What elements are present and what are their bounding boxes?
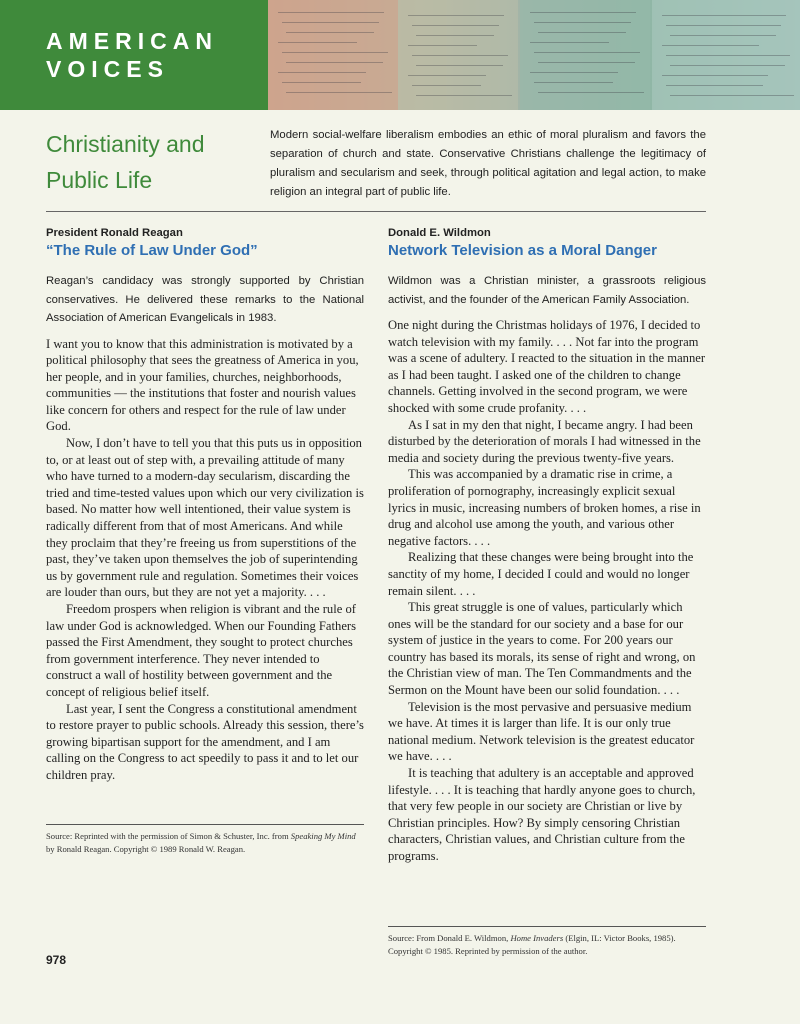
- collage-document-check: [652, 0, 800, 110]
- collage-text-line: [416, 65, 503, 66]
- collage-text-line: [530, 72, 618, 73]
- left-paragraph: Now, I don’t have to tell you that this puts us in opposition to, or at least out of step with, a prevailing attitude of many who have turned to a modern-day secularism, discarding the tried and time-tested values upon which our very civilization is based. No matter how well intentioned, their value system is radically different from that of most Americans. And while they proclaim that they’re freeing us from superstitions of the past, they’ve taken upon themselves the job of superintending us by government rule and regulation. Sometimes their voices are louder than ours, but they are not yet a majority. . . .: [46, 436, 364, 600]
- page-number: 978: [46, 953, 67, 967]
- banner-line-2: VOICES: [46, 56, 169, 82]
- collage-text-line: [412, 85, 481, 86]
- right-article-title: Network Television as a Moral Danger: [388, 242, 657, 259]
- collage-text-line: [666, 85, 763, 86]
- left-article-title: “The Rule of Law Under God”: [46, 242, 258, 259]
- collage-text-line: [538, 32, 626, 33]
- left-source-note: [46, 824, 364, 856]
- left-source-suffix: by Ronald Reagan. Copyright © 1989 Ronald W. Reagan.: [46, 844, 246, 854]
- right-headnote: Wildmon was a Christian minister, a grassroots religious activist, and the founder of the American Family Association.: [388, 275, 706, 306]
- feature-intro-text: Modern social-welfare liberalism embodies an ethic of moral pluralism and favors the separation of church and state. Conservative Christians challenge the legitimacy of pluralism and secularism and seek, through political agitation and legal action, to make religion an integral part of public life.: [270, 129, 706, 198]
- collage-text-line: [416, 35, 494, 36]
- collage-text-line: [278, 42, 357, 43]
- collage-text-line: [282, 22, 379, 23]
- left-body: [46, 336, 364, 784]
- left-author: President Ronald Reagan: [46, 227, 183, 239]
- collage-text-line: [538, 92, 644, 93]
- right-source-prefix: Source: From Donald E. Wildmon,: [388, 933, 511, 943]
- collage-text-line: [286, 92, 392, 93]
- feature-title: [46, 126, 256, 198]
- right-source-book: Home Invaders: [510, 933, 564, 943]
- collage-text-line: [278, 72, 366, 73]
- collage-text-line: [538, 62, 635, 63]
- left-headnote: Reagan’s candidacy was strongly supported by Christian conservatives. He delivered these remarks to the National Association of American Evangelicals in 1983.: [46, 275, 364, 324]
- right-paragraph: As I sat in my den that night, I became angry. I had been disturbed by the deterioration of morals I had witnessed in the media and society during the previous twenty-five years.: [388, 417, 701, 465]
- collage-text-line: [530, 42, 609, 43]
- chapter-banner: [0, 0, 800, 110]
- collage-text-line: [662, 45, 759, 46]
- collage-text-line: [534, 82, 613, 83]
- right-author: Donald E. Wildmon: [388, 227, 491, 239]
- left-paragraph: Last year, I sent the Congress a constitutional amendment to restore prayer to public schools. Already this session, there’s growing bipartisan support for the amendment, and I am calling on the Congress to act speedily to pass it and to let our children pray.: [46, 701, 364, 782]
- collage-text-line: [412, 25, 499, 26]
- collage-text-line: [662, 75, 768, 76]
- banner-label: [0, 0, 268, 110]
- collage-text-line: [408, 45, 477, 46]
- collage-document-ledger: [398, 0, 518, 110]
- collage-text-line: [670, 35, 776, 36]
- collage-text-line: [670, 95, 794, 96]
- left-column: [46, 226, 364, 784]
- section-divider: [46, 211, 706, 212]
- right-paragraph: It is teaching that adultery is an acceptable and approved lifestyle. . . . It is teaching that hardly anyone goes to church, that very few people in our society are Christian or live by Christian principles. How? By simply censoring Christian characters, Christian values, and Christian culture from the programs.: [388, 766, 696, 863]
- right-body: [388, 317, 706, 865]
- collage-text-line: [282, 82, 361, 83]
- collage-document-handwritten: [268, 0, 398, 110]
- collage-text-line: [530, 12, 636, 13]
- collage-text-line: [412, 55, 508, 56]
- collage-text-line: [662, 15, 786, 16]
- collage-text-line: [408, 15, 504, 16]
- collage-text-line: [408, 75, 486, 76]
- right-source-suffix: (Elgin, IL: Victor Books, 1985). Copyright © 1985. Reprinted by permission of the author.: [388, 933, 676, 956]
- right-paragraph: This was accompanied by a dramatic rise in crime, a proliferation of pornography, increasingly explicit sexual lyrics in music, increasing numbers of broken homes, a rise in drug and alcohol use among the youth, and various other negative factors. . . .: [388, 467, 701, 548]
- feature-title-line-2: Public Life: [46, 167, 153, 193]
- banner-document-collage: [268, 0, 800, 110]
- right-paragraph: This great struggle is one of values, particularly which ones will be the standard for our society and a base for our system of justice in the years to come. For 200 years our country has based its morals, its sense of right and wrong, on the Christian view of man. The Ten Commandments and the Sermon on the Mount have been our solid foundation. . . .: [388, 600, 696, 698]
- feature-title-line-1: Christianity and: [46, 131, 205, 157]
- collage-text-line: [670, 65, 785, 66]
- right-paragraph: One night during the Christmas holidays of 1976, I decided to watch television with my family. . . . Not far into the program was a scene of adultery. I reacted to the situation in the manner as I had been taught. I asked one of the children to change channels. Getting involved in the second program, we were shocked with some crude profanity. . . .: [388, 318, 706, 415]
- banner-line-1: AMERICAN: [46, 28, 218, 54]
- collage-text-line: [286, 62, 383, 63]
- left-source-book: Speaking My Mind: [290, 831, 356, 841]
- collage-text-line: [666, 25, 781, 26]
- right-paragraph: Realizing that these changes were being brought into the sanctity of my home, I decided I could and would no longer remain silent. . . .: [388, 550, 694, 598]
- collage-text-line: [534, 22, 631, 23]
- collage-text-line: [666, 55, 790, 56]
- collage-text-line: [286, 32, 374, 33]
- right-column: [388, 226, 706, 865]
- right-source-note: [388, 926, 706, 958]
- collage-text-line: [278, 12, 384, 13]
- right-paragraph: Television is the most pervasive and persuasive medium we have. At times it is larger than life. It is our only true national medium. Network television is the greatest educator we have. . . .: [388, 699, 695, 764]
- left-source-prefix: Source: Reprinted with the permission of Simon & Schuster, Inc. from: [46, 831, 291, 841]
- collage-text-line: [534, 52, 640, 53]
- left-paragraph: Freedom prospers when religion is vibrant and the rule of law under God is acknowledged. When our Founding Fathers passed the First Amendment, they sought to protect churches from government interference. They never intended to construct a wall of hostility between government and the concept of religious belief itself.: [46, 602, 357, 699]
- left-paragraph: I want you to know that this administration is motivated by a political philosophy that sees the greatness of America in you, her people, and in your families, churches, neighborhoods, communities — the institutions that foster and nourish values like concern for others and respect for the rule of law under God.: [46, 336, 359, 434]
- collage-text-line: [416, 95, 512, 96]
- collage-text-line: [282, 52, 388, 53]
- collage-document-printed: [520, 0, 650, 110]
